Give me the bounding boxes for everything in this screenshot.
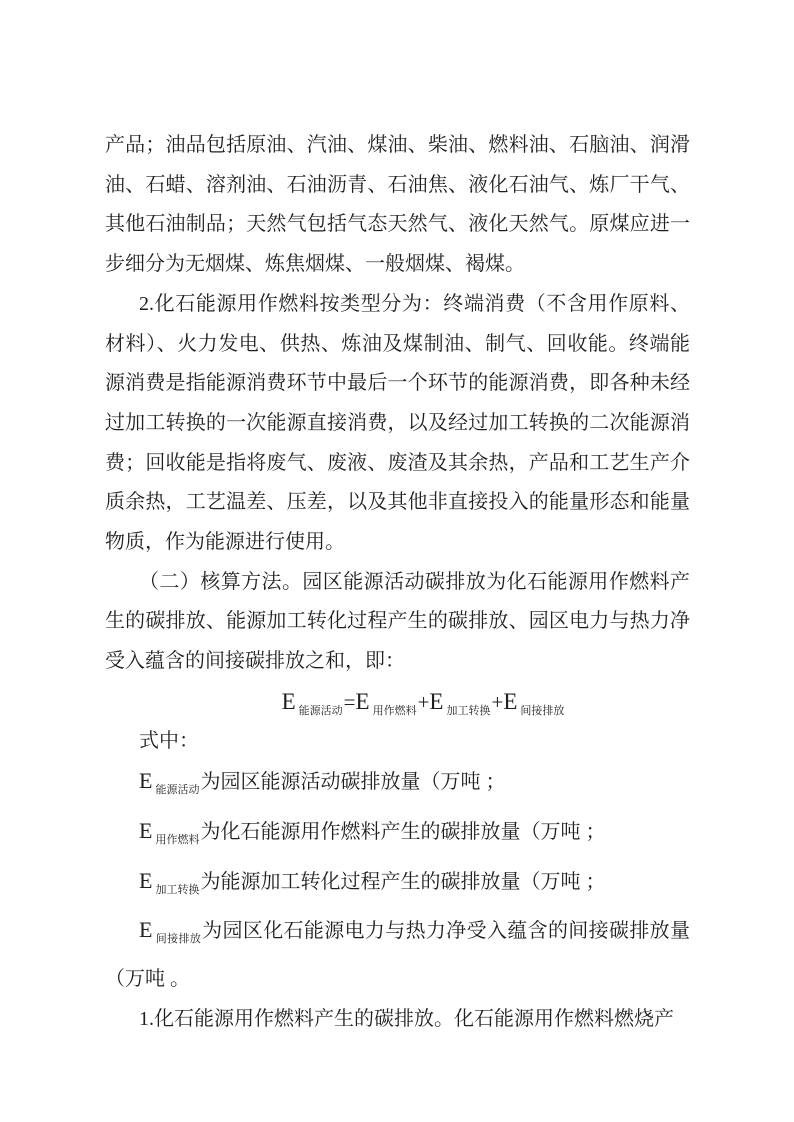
formula-sub-energy-activity: 能源活动 — [298, 704, 343, 717]
formula-sub-processing: 加工转换 — [446, 704, 491, 717]
definition-sub: 用作燃料 — [155, 833, 200, 846]
formula-var-processing: E — [429, 688, 444, 714]
definition-var: E — [139, 768, 153, 794]
definition-text: 为园区能源活动碳排放量（万吨 ； — [200, 771, 506, 794]
definition-processing-conversion — [105, 861, 690, 911]
definition-sub: 间接排放 — [155, 933, 202, 946]
document-body — [105, 126, 690, 1039]
definition-text: 为化石能源用作燃料产生的碳排放量（万吨 ； — [200, 820, 606, 843]
definition-sub: 能源活动 — [155, 784, 200, 797]
formula-var-energy-activity: E — [281, 688, 296, 714]
formula-sub-fuel-use: 用作燃料 — [372, 704, 417, 717]
formula-intro-label: 式中： — [139, 729, 199, 752]
paragraph-fuel-emission: 1.化石能源用作燃料产生的碳排放。化石能源用作燃料燃烧产 — [139, 1007, 674, 1030]
formula-var-fuel-use: E — [355, 688, 370, 714]
definition-indirect-emission — [105, 910, 690, 999]
formula-op-equals: = — [343, 689, 356, 714]
definition-var: E — [139, 867, 153, 893]
definition-fuel-use — [105, 811, 690, 861]
definition-var: E — [139, 917, 153, 943]
paragraph-fuel-types: 2.化石能源用作燃料按类型分为：终端消费（不含用作原料、材料）、火力发电、供热、炼油及煤制油、制气、回收能。终端能源消费是指能源消费环节中最后一个环节的能源消费，即各种未经过加工转换的一次能源直接消费，以及经过加工转换的二次能源消费；回收能是指将废气、废液、废渣及其余热，产品和工艺生产介质余热，工艺温差、压差，以及其他非直接投入的能量形态和能量物质，作为能源进行使用。 — [105, 292, 690, 554]
formula-var-indirect: E — [503, 688, 518, 714]
definition-text: 为园区化石能源电力与热力净受入蕴含的间接碳排放量（万吨 。 — [105, 920, 691, 991]
definition-var: E — [139, 817, 153, 843]
formula-op-plus-2: + — [491, 689, 504, 714]
formula-sub-indirect: 间接排放 — [520, 704, 565, 717]
formula-op-plus-1: + — [417, 689, 430, 714]
definition-text: 为能源加工转化过程产生的碳排放量（万吨 ； — [200, 870, 606, 893]
paragraph-products: 产品；油品包括原油、汽油、煤油、柴油、燃料油、石脑油、润滑油、石蜡、溶剂油、石油沥青、石油焦、液化石油气、炼厂干气、其他石油制品；天然气包括气态天然气、液化天然气。原煤应进一步细分为无烟煤、炼焦烟煤、一般烟煤、褐煤。 — [105, 134, 690, 276]
formula-energy-activity — [105, 682, 690, 722]
definition-sub: 加工转换 — [155, 883, 200, 896]
paragraph-accounting-method: （二）核算方法。园区能源活动碳排放为化石能源用作燃料产生的碳排放、能源加工转化过程产生的碳排放、园区电力与热力净受入蕴含的间接碳排放之和，即： — [105, 570, 690, 673]
definition-energy-activity — [105, 761, 690, 811]
